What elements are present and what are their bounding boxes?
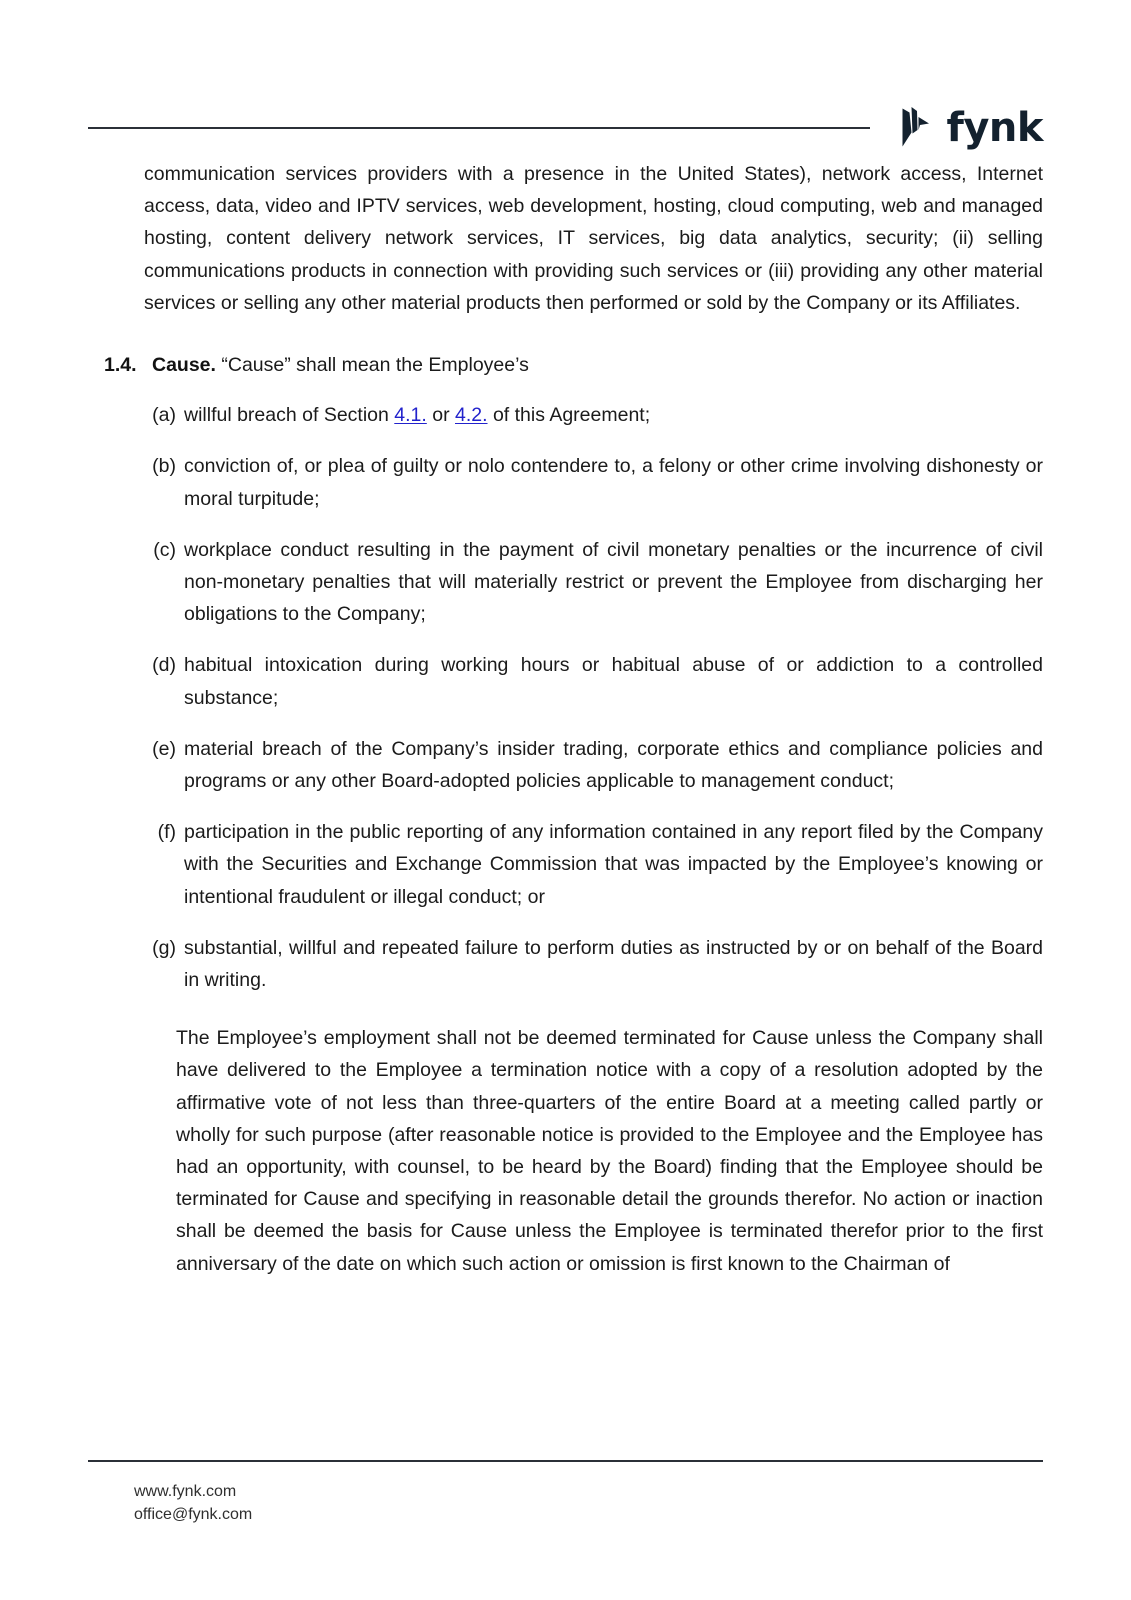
footer-contact	[134, 1480, 1043, 1526]
clause-lead-in: “Cause” shall mean the Employee’s	[221, 354, 529, 377]
item-a-text-1: willful breach of Section	[184, 404, 395, 427]
cause-list	[144, 399, 1043, 996]
list-marker: (e)	[152, 737, 176, 760]
list-item-text: material breach of the Company’s insider trading, corporate ethics and compliance policies and programs or any other Board-adopted policies applicable to management conduct;	[184, 737, 1043, 793]
list-item	[144, 649, 1043, 713]
clause-term: Cause.	[152, 354, 216, 377]
section-link-4-2[interactable]: 4.2.	[455, 404, 488, 427]
list-item	[144, 932, 1043, 996]
intro-paragraph: communication services providers with a presence in the United States), network access, Internet access, data, video and IPTV services, web development, hosting, cloud computing, web and managed hosting, content delivery network services, IT services, big data analytics, security; (ii) selling communications products in connection with providing such services or (iii) providing any other material services or selling any other material products then performed or sold by the Company or its Affiliates.	[144, 163, 1043, 314]
brand-name: fynk	[946, 105, 1043, 151]
item-a-text-3: of this Agreement;	[487, 404, 651, 427]
clause-1-4	[104, 349, 1043, 381]
fynk-bird-logo-icon	[892, 106, 938, 148]
list-marker: (f)	[157, 821, 176, 844]
list-marker: (d)	[152, 654, 176, 677]
list-marker: (g)	[152, 936, 176, 959]
list-marker: (a)	[152, 404, 176, 427]
list-item	[144, 399, 1043, 431]
footer-email[interactable]: office@fynk.com	[134, 1506, 253, 1523]
list-item	[144, 816, 1043, 913]
list-item	[144, 450, 1043, 514]
list-marker: (b)	[152, 455, 176, 478]
header-divider	[88, 127, 870, 129]
page-footer	[88, 1460, 1043, 1526]
list-item-text: conviction of, or plea of guilty or nolo contendere to, a felony or other crime involving dishonesty or moral turpitude;	[184, 455, 1043, 510]
document-content	[88, 158, 1043, 1280]
list-item-text: habitual intoxication during working hours or habitual abuse of or addiction to a controlled substance;	[184, 654, 1043, 709]
list-item	[144, 733, 1043, 797]
list-item	[144, 534, 1043, 631]
brand-logo	[892, 105, 1043, 151]
clause-number: 1.4.	[104, 354, 137, 377]
list-marker: (c)	[153, 538, 176, 561]
footer-website[interactable]: www.fynk.com	[134, 1483, 237, 1500]
section-link-4-1[interactable]: 4.1.	[394, 404, 427, 427]
list-item-text: workplace conduct resulting in the payment of civil monetary penalties or the incurrence of civil non-monetary penalties that will materially restrict or prevent the Employee from discharging her obligations to the Company;	[184, 538, 1043, 626]
list-item-text	[184, 399, 1043, 431]
clause-body	[152, 349, 1043, 381]
list-item-text: participation in the public reporting of any information contained in any report filed by the Company with the Securities and Exchange Commission that was impacted by the Employee’s knowing or intentional fraudulent or illegal conduct; or	[184, 821, 1043, 908]
closing-paragraph: The Employee’s employment shall not be deemed terminated for Cause unless the Company shall have delivered to the Employee a termination notice with a copy of a resolution adopted by the affirmative vote of not less than three-quarters of the entire Board at a meeting called partly or wholly for such purpose (after reasonable notice is provided to the Employee and the Employee has had an opportunity, with counsel, to be heard by the Board) finding that the Employee should be terminated for Cause and specifying in reasonable detail the grounds therefor. No action or inaction shall be deemed the basis for Cause unless the Employee is terminated therefor prior to the first anniversary of the date on which such action or omission is first known to the Chairman of	[176, 1027, 1043, 1275]
page-header	[88, 96, 1043, 158]
item-a-text-2: or	[426, 404, 455, 427]
footer-divider	[88, 1460, 1043, 1462]
list-item-text: substantial, willful and repeated failure to perform duties as instructed by or on behalf of the Board in writing.	[184, 936, 1043, 992]
